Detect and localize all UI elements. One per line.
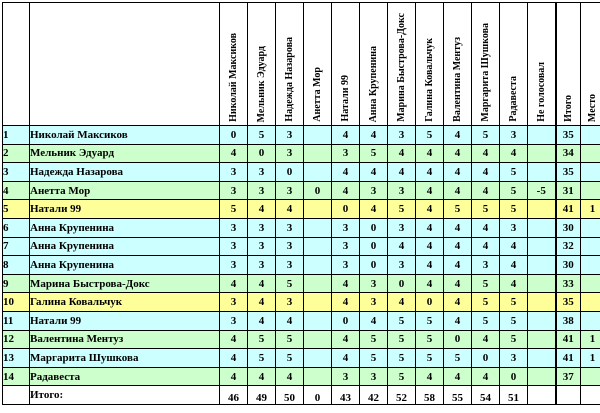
score-cell[interactable]: 4 — [220, 274, 248, 293]
score-cell[interactable]: 5 — [416, 311, 444, 330]
score-cell[interactable]: 4 — [444, 126, 472, 145]
score-cell[interactable]: 3 — [500, 126, 528, 145]
score-cell[interactable]: 4 — [332, 349, 360, 368]
column-header-label: Галина Ковальчук — [424, 38, 435, 122]
header-corner-num — [3, 3, 30, 126]
column-header[interactable] — [416, 3, 444, 126]
score-cell[interactable]: 4 — [360, 163, 388, 182]
column-header[interactable] — [304, 3, 332, 126]
score-cell[interactable]: 4 — [416, 163, 444, 182]
score-cell[interactable]: 4 — [472, 181, 500, 200]
score-cell[interactable] — [528, 126, 556, 145]
score-cell[interactable]: 5 — [500, 163, 528, 182]
row-number: 5 — [3, 200, 30, 219]
score-cell[interactable]: 4 — [444, 274, 472, 293]
place-cell[interactable] — [581, 293, 600, 312]
score-cell[interactable]: 0 — [276, 163, 304, 182]
score-cell[interactable]: 0 — [416, 293, 444, 312]
score-cell[interactable]: 3 — [388, 126, 416, 145]
score-cell[interactable]: 5 — [388, 330, 416, 349]
score-cell[interactable]: 4 — [276, 311, 304, 330]
score-cell[interactable]: 0 — [332, 311, 360, 330]
score-cell[interactable] — [528, 163, 556, 182]
score-cell[interactable]: 4 — [444, 144, 472, 163]
column-header[interactable] — [556, 3, 581, 126]
score-cell[interactable]: 5 — [500, 293, 528, 312]
score-cell[interactable]: 3 — [332, 144, 360, 163]
score-cell[interactable]: 3 — [500, 349, 528, 368]
score-cell[interactable]: 4 — [444, 256, 472, 275]
row-number: 3 — [3, 163, 30, 182]
score-cell[interactable]: 3 — [276, 181, 304, 200]
score-cell[interactable]: 3 — [248, 163, 276, 182]
score-cell[interactable]: 4 — [248, 293, 276, 312]
participant-name: Мельник Эдуард — [30, 144, 220, 163]
participant-name: Марина Быстрова-Докс — [30, 274, 220, 293]
table-row[interactable] — [3, 274, 600, 293]
score-cell[interactable]: 4 — [416, 367, 444, 386]
score-cell[interactable]: 4 — [332, 126, 360, 145]
score-cell[interactable] — [304, 330, 332, 349]
score-cell[interactable] — [528, 367, 556, 386]
score-cell[interactable]: 3 — [332, 237, 360, 256]
score-cell[interactable]: 4 — [416, 181, 444, 200]
score-cell[interactable]: 4 — [444, 181, 472, 200]
total-score-cell[interactable]: 32 — [556, 237, 581, 256]
total-score-cell[interactable]: 41 — [556, 330, 581, 349]
score-cell[interactable]: 0 — [360, 256, 388, 275]
score-cell[interactable]: 4 — [472, 218, 500, 237]
score-cell[interactable]: 5 — [276, 349, 304, 368]
score-cell[interactable]: 0 — [248, 144, 276, 163]
score-cell[interactable]: 5 — [360, 330, 388, 349]
participant-name: Радавеста — [30, 367, 220, 386]
score-cell[interactable] — [528, 256, 556, 275]
column-header[interactable] — [500, 3, 528, 126]
totals-number-cell — [3, 386, 30, 405]
score-cell[interactable]: 3 — [220, 218, 248, 237]
score-cell[interactable]: 3 — [332, 218, 360, 237]
score-cell[interactable] — [304, 349, 332, 368]
score-cell[interactable]: 0 — [360, 218, 388, 237]
header-corner-name — [30, 3, 220, 126]
score-cell[interactable]: 5 — [472, 126, 500, 145]
row-number: 6 — [3, 218, 30, 237]
score-cell[interactable]: 3 — [360, 293, 388, 312]
score-cell[interactable]: 4 — [416, 218, 444, 237]
column-header-label: Валентина Ментуз — [452, 37, 463, 122]
score-cell[interactable] — [304, 126, 332, 145]
column-header-label: Место — [587, 93, 598, 122]
table-body — [3, 126, 600, 405]
column-header-label: Марина Быстрова-Докс — [396, 13, 407, 122]
score-cell[interactable]: 0 — [360, 237, 388, 256]
score-cell[interactable]: 4 — [444, 311, 472, 330]
score-cell[interactable]: 4 — [500, 144, 528, 163]
place-cell[interactable] — [581, 367, 600, 386]
score-cell[interactable]: 5 — [472, 200, 500, 219]
column-total-cell: 49 — [248, 386, 276, 405]
score-cell[interactable]: 4 — [416, 256, 444, 275]
participant-name: Надежда Назарова — [30, 163, 220, 182]
participant-name: Маргарита Шушкова — [30, 349, 220, 368]
total-score-cell[interactable]: 31 — [556, 181, 581, 200]
participant-name: Анна Крупенина — [30, 256, 220, 275]
place-cell[interactable] — [581, 311, 600, 330]
score-cell[interactable]: 5 — [416, 330, 444, 349]
column-total-cell: 54 — [472, 386, 500, 405]
score-cell[interactable]: 4 — [500, 274, 528, 293]
score-cell[interactable] — [304, 200, 332, 219]
participant-name: Натали 99 — [30, 311, 220, 330]
place-cell[interactable] — [581, 218, 600, 237]
score-cell[interactable]: 3 — [388, 256, 416, 275]
score-cell[interactable] — [528, 237, 556, 256]
table-row[interactable] — [3, 367, 600, 386]
score-cell[interactable]: 5 — [472, 293, 500, 312]
score-cell[interactable]: 3 — [388, 181, 416, 200]
table-row[interactable] — [3, 218, 600, 237]
score-cell[interactable]: 3 — [276, 144, 304, 163]
score-cell[interactable]: 4 — [416, 237, 444, 256]
score-cell[interactable] — [528, 349, 556, 368]
row-number: 9 — [3, 274, 30, 293]
table-row[interactable] — [3, 311, 600, 330]
score-cell[interactable]: 4 — [416, 200, 444, 219]
score-cell[interactable]: 5 — [388, 311, 416, 330]
total-score-cell[interactable]: 35 — [556, 293, 581, 312]
row-number: 2 — [3, 144, 30, 163]
score-cell[interactable]: 5 — [388, 367, 416, 386]
score-cell[interactable] — [304, 293, 332, 312]
column-header[interactable] — [248, 3, 276, 126]
score-cell[interactable]: 5 — [444, 200, 472, 219]
score-cell[interactable]: 4 — [220, 330, 248, 349]
score-cell[interactable] — [304, 237, 332, 256]
score-cell[interactable]: 4 — [444, 237, 472, 256]
column-header[interactable] — [388, 3, 416, 126]
column-total-cell: 51 — [500, 386, 528, 405]
score-cell[interactable]: 3 — [276, 293, 304, 312]
score-cell[interactable]: 5 — [388, 200, 416, 219]
score-cell[interactable]: 4 — [220, 144, 248, 163]
score-cell[interactable]: 3 — [388, 218, 416, 237]
column-header[interactable] — [276, 3, 304, 126]
score-cell[interactable]: 4 — [276, 367, 304, 386]
place-cell[interactable] — [581, 126, 600, 145]
column-header[interactable] — [444, 3, 472, 126]
column-total-cell — [556, 386, 581, 405]
total-score-cell[interactable]: 41 — [556, 349, 581, 368]
score-cell[interactable]: 0 — [388, 274, 416, 293]
score-cell[interactable]: 5 — [416, 349, 444, 368]
row-number: 8 — [3, 256, 30, 275]
score-cell[interactable] — [528, 218, 556, 237]
total-score-cell[interactable]: 37 — [556, 367, 581, 386]
score-cell[interactable]: 3 — [332, 367, 360, 386]
score-cell[interactable]: 5 — [248, 126, 276, 145]
score-cell[interactable]: -5 — [528, 181, 556, 200]
total-score-cell[interactable]: 38 — [556, 311, 581, 330]
score-cell[interactable]: 4 — [360, 311, 388, 330]
place-cell[interactable] — [581, 181, 600, 200]
column-header-label: Радавеста — [508, 76, 519, 122]
score-cell[interactable]: 4 — [388, 144, 416, 163]
score-cell[interactable] — [528, 293, 556, 312]
score-cell[interactable]: 3 — [220, 311, 248, 330]
column-total-cell: 43 — [332, 386, 360, 405]
total-score-cell[interactable]: 41 — [556, 200, 581, 219]
score-cell[interactable]: 4 — [472, 144, 500, 163]
score-cell[interactable]: 4 — [332, 293, 360, 312]
column-header-label: Не голосовал — [535, 62, 547, 122]
place-cell[interactable] — [581, 237, 600, 256]
column-total-cell: 55 — [444, 386, 472, 405]
table-row[interactable] — [3, 237, 600, 256]
place-cell[interactable]: 1 — [581, 349, 600, 368]
score-cell[interactable]: 5 — [500, 330, 528, 349]
score-cell[interactable]: 4 — [444, 163, 472, 182]
score-cell[interactable]: 5 — [276, 274, 304, 293]
score-cell[interactable] — [528, 144, 556, 163]
column-header-label: Итого — [562, 95, 574, 122]
score-cell[interactable]: 3 — [220, 237, 248, 256]
column-header-label: Мельник Эдуард — [256, 45, 267, 122]
totals-label: Итого: — [30, 386, 220, 405]
score-cell[interactable]: 3 — [220, 163, 248, 182]
score-cell[interactable] — [304, 144, 332, 163]
table-row[interactable] — [3, 256, 600, 275]
score-cell[interactable]: 4 — [360, 126, 388, 145]
row-number: 11 — [3, 311, 30, 330]
totals-row — [3, 386, 600, 405]
table-row[interactable] — [3, 144, 600, 163]
score-cell[interactable]: 4 — [248, 200, 276, 219]
score-cell[interactable]: 3 — [360, 367, 388, 386]
participant-name: Галина Ковальчук — [30, 293, 220, 312]
total-score-cell[interactable]: 30 — [556, 256, 581, 275]
table-row[interactable] — [3, 181, 600, 200]
row-number: 1 — [3, 126, 30, 145]
score-cell[interactable]: 3 — [500, 218, 528, 237]
row-number: 7 — [3, 237, 30, 256]
participant-name: Анна Крупенина — [30, 237, 220, 256]
score-cell[interactable]: 4 — [248, 274, 276, 293]
score-cell[interactable]: 4 — [416, 274, 444, 293]
score-cell[interactable]: 5 — [360, 144, 388, 163]
score-cell[interactable]: 5 — [248, 349, 276, 368]
score-cell[interactable]: 5 — [472, 311, 500, 330]
score-cell[interactable]: 5 — [360, 349, 388, 368]
column-total-cell: 42 — [360, 386, 388, 405]
score-cell[interactable]: 3 — [248, 256, 276, 275]
table-row[interactable] — [3, 163, 600, 182]
score-cell[interactable]: 3 — [220, 256, 248, 275]
header-row — [3, 3, 600, 126]
row-number: 14 — [3, 367, 30, 386]
score-cell[interactable]: 0 — [304, 181, 332, 200]
score-cell[interactable] — [528, 200, 556, 219]
score-cell[interactable]: 3 — [472, 256, 500, 275]
score-cell[interactable]: 5 — [416, 126, 444, 145]
column-header[interactable] — [332, 3, 360, 126]
table-row[interactable] — [3, 349, 600, 368]
score-cell[interactable]: 4 — [444, 293, 472, 312]
column-total-cell: 58 — [416, 386, 444, 405]
score-cell[interactable]: 0 — [472, 349, 500, 368]
row-number: 13 — [3, 349, 30, 368]
score-cell[interactable] — [304, 367, 332, 386]
score-cell[interactable]: 5 — [388, 349, 416, 368]
score-cell[interactable]: 4 — [472, 367, 500, 386]
score-cell[interactable]: 5 — [276, 330, 304, 349]
column-header[interactable] — [472, 3, 500, 126]
score-cell[interactable]: 3 — [276, 256, 304, 275]
voting-results-table — [2, 2, 600, 405]
row-number: 4 — [3, 181, 30, 200]
participant-name: Анна Крупенина — [30, 218, 220, 237]
score-cell[interactable] — [304, 311, 332, 330]
column-header[interactable] — [360, 3, 388, 126]
score-cell[interactable]: 4 — [388, 293, 416, 312]
score-cell[interactable]: 5 — [500, 200, 528, 219]
column-header-label: Надежда Назарова — [284, 37, 295, 122]
score-cell[interactable] — [304, 256, 332, 275]
participant-name: Анетта Мор — [30, 181, 220, 200]
score-cell[interactable]: 4 — [220, 367, 248, 386]
column-total-cell — [528, 386, 556, 405]
score-cell[interactable]: 4 — [472, 330, 500, 349]
score-cell[interactable]: 5 — [500, 181, 528, 200]
column-header[interactable] — [220, 3, 248, 126]
score-cell[interactable]: 0 — [332, 200, 360, 219]
total-score-cell[interactable]: 30 — [556, 218, 581, 237]
score-cell[interactable]: 4 — [416, 144, 444, 163]
score-cell[interactable]: 4 — [332, 163, 360, 182]
score-cell[interactable]: 3 — [248, 218, 276, 237]
score-cell[interactable] — [304, 218, 332, 237]
score-cell[interactable]: 3 — [220, 181, 248, 200]
total-score-cell[interactable]: 35 — [556, 163, 581, 182]
column-header[interactable] — [581, 3, 600, 126]
score-cell[interactable]: 4 — [500, 256, 528, 275]
place-cell[interactable] — [581, 256, 600, 275]
total-score-cell[interactable]: 34 — [556, 144, 581, 163]
column-header[interactable] — [528, 3, 556, 126]
score-cell[interactable]: 4 — [276, 200, 304, 219]
column-total-cell: 46 — [220, 386, 248, 405]
score-cell[interactable]: 5 — [248, 330, 276, 349]
score-cell[interactable]: 0 — [444, 330, 472, 349]
score-cell[interactable]: 0 — [500, 367, 528, 386]
place-cell[interactable] — [581, 274, 600, 293]
column-header-label: Анна Крупенина — [368, 45, 379, 122]
score-cell[interactable]: 3 — [360, 181, 388, 200]
table-row[interactable] — [3, 200, 600, 219]
column-header-label: Маргарита Шушкова — [480, 23, 491, 122]
score-cell[interactable]: 3 — [248, 181, 276, 200]
score-cell[interactable]: 3 — [276, 126, 304, 145]
column-total-cell: 0 — [304, 386, 332, 405]
score-cell[interactable]: 4 — [388, 237, 416, 256]
participant-name: Николай Максиков — [30, 126, 220, 145]
score-cell[interactable] — [304, 163, 332, 182]
score-cell[interactable]: 5 — [220, 200, 248, 219]
column-header-label: Натали 99 — [340, 75, 351, 122]
column-header-label: Анетта Мор — [312, 67, 323, 122]
score-cell[interactable]: 4 — [444, 367, 472, 386]
score-cell[interactable]: 3 — [276, 237, 304, 256]
score-cell[interactable]: 4 — [332, 181, 360, 200]
score-cell[interactable]: 4 — [248, 311, 276, 330]
participant-name: Валентина Ментуз — [30, 330, 220, 349]
score-cell[interactable] — [304, 274, 332, 293]
score-cell[interactable]: 3 — [360, 274, 388, 293]
score-cell[interactable]: 4 — [444, 218, 472, 237]
score-cell[interactable] — [528, 311, 556, 330]
score-cell[interactable]: 4 — [220, 349, 248, 368]
score-cell[interactable]: 4 — [472, 163, 500, 182]
place-cell[interactable]: 1 — [581, 200, 600, 219]
score-cell[interactable]: 0 — [220, 126, 248, 145]
column-total-cell: 52 — [388, 386, 416, 405]
score-cell[interactable]: 3 — [248, 237, 276, 256]
score-cell[interactable]: 4 — [248, 367, 276, 386]
column-header-label: Николай Максиков — [228, 33, 239, 122]
score-cell[interactable]: 4 — [360, 200, 388, 219]
total-score-cell[interactable]: 33 — [556, 274, 581, 293]
table-row[interactable] — [3, 330, 600, 349]
table-row[interactable] — [3, 126, 600, 145]
place-cell[interactable] — [581, 163, 600, 182]
table-row[interactable] — [3, 293, 600, 312]
score-cell[interactable]: 5 — [472, 274, 500, 293]
row-number: 12 — [3, 330, 30, 349]
participant-name: Натали 99 — [30, 200, 220, 219]
place-cell[interactable] — [581, 144, 600, 163]
score-cell[interactable]: 4 — [472, 237, 500, 256]
column-total-cell — [581, 386, 600, 405]
score-cell[interactable]: 3 — [220, 293, 248, 312]
row-number: 10 — [3, 293, 30, 312]
score-cell[interactable]: 3 — [332, 256, 360, 275]
score-cell[interactable]: 4 — [500, 237, 528, 256]
score-cell[interactable] — [528, 330, 556, 349]
score-cell[interactable]: 4 — [388, 163, 416, 182]
score-cell[interactable]: 5 — [444, 349, 472, 368]
total-score-cell[interactable]: 35 — [556, 126, 581, 145]
score-cell[interactable]: 4 — [332, 330, 360, 349]
column-total-cell: 50 — [276, 386, 304, 405]
score-cell[interactable] — [528, 274, 556, 293]
score-cell[interactable]: 5 — [500, 311, 528, 330]
score-cell[interactable]: 3 — [276, 218, 304, 237]
place-cell[interactable]: 1 — [581, 330, 600, 349]
score-cell[interactable]: 4 — [332, 274, 360, 293]
